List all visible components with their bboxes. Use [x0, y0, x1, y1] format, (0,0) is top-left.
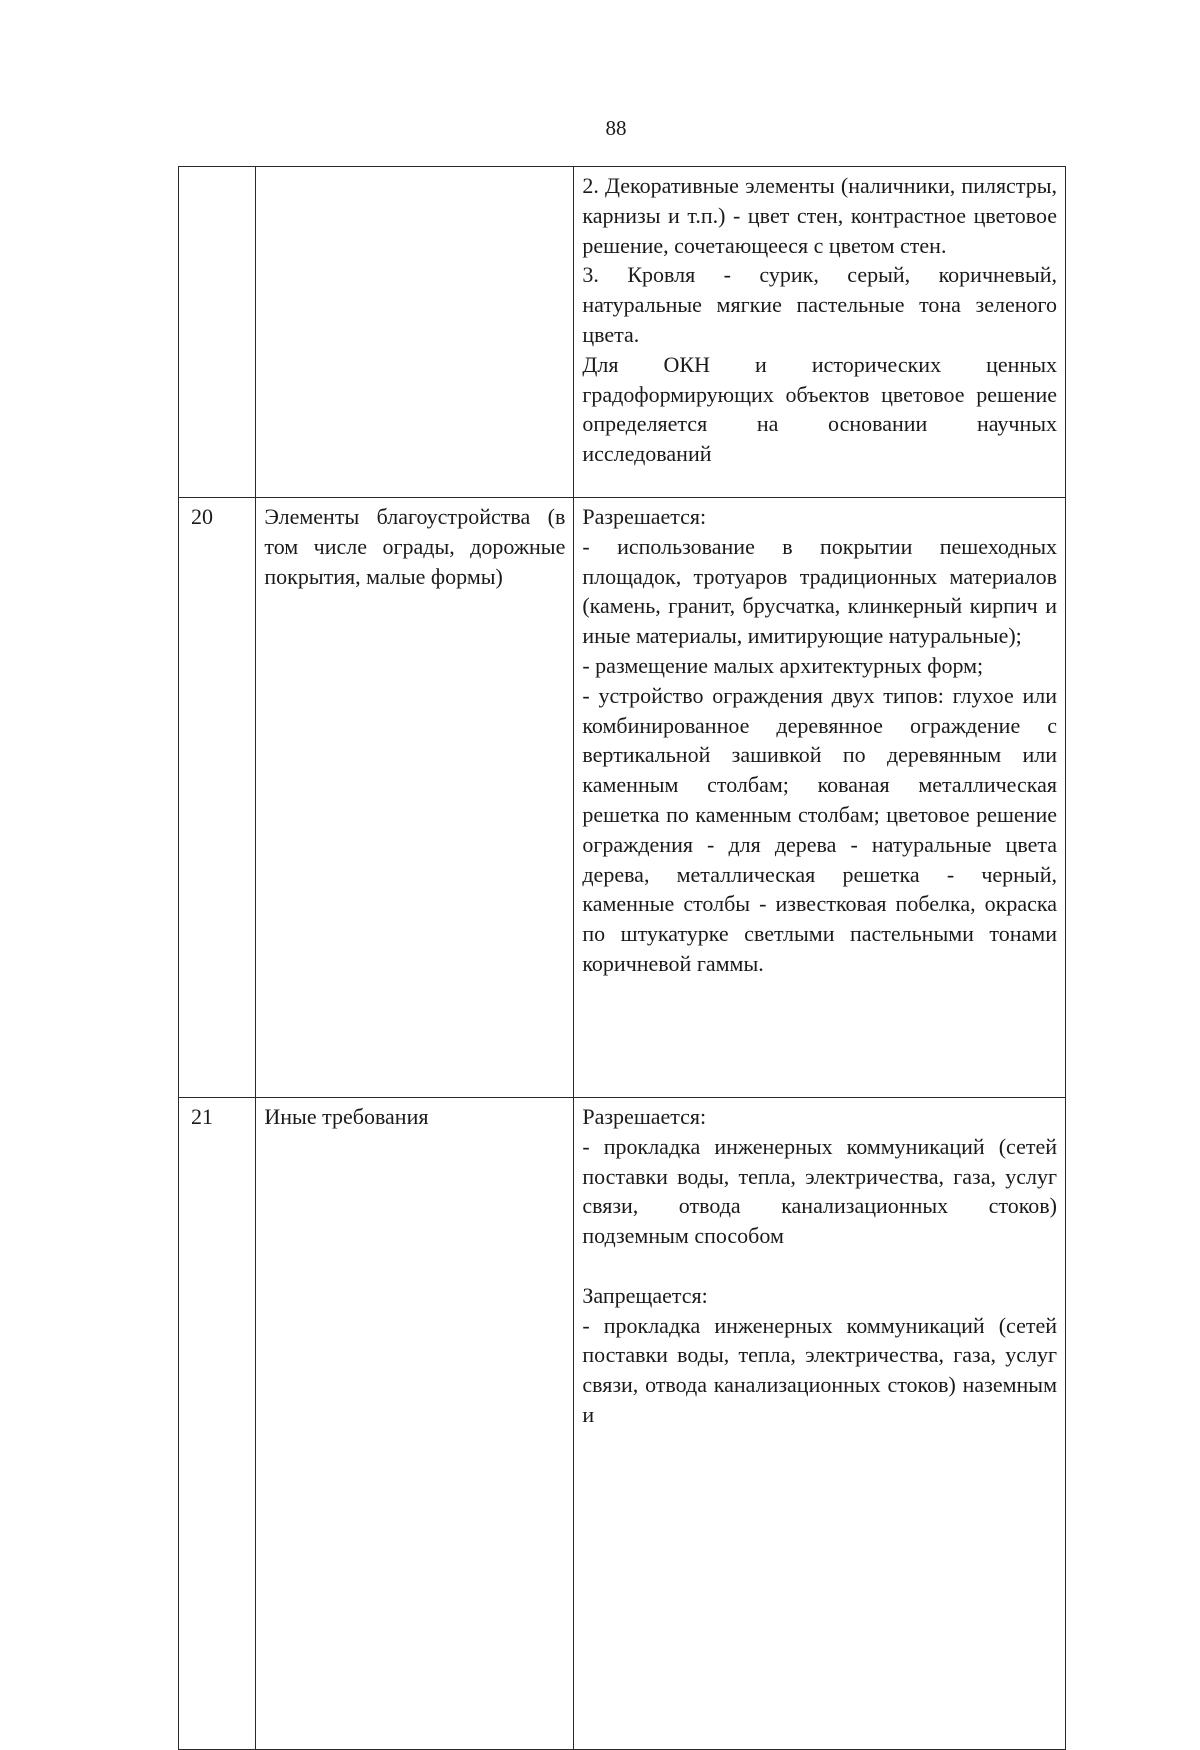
paragraph: Для ОКН и исторических ценных градоформирующих объектов цветовое решение определяется на основании научных исследований [582, 351, 1057, 467]
paragraph: 3. Кровля - сурик, серый, коричневый, натуральные мягкие пастельные тона зеленого цвета. [582, 262, 1057, 347]
row-number-cell: 20 [179, 498, 256, 1098]
row-name-text: Иные требования [264, 1104, 429, 1129]
row-requirements-cell [574, 167, 1066, 498]
requirements-table [178, 166, 1066, 1750]
row-number-cell: 21 [179, 1098, 256, 1750]
paragraph: - устройство ограждения двух типов: глухое или комбинированное деревянное ограждение с вертикальной зашивкой по деревянным или каменным столбам; кованая металлическая решетка по каменным столбам; цветовое решение ограждения - для дерева - натуральные цвета дерева, металлическая решетка - черный, каменные столбы - известковая побелка, окраска по штукатурке светлыми пастельными тонами коричневой гаммы. [582, 682, 1057, 976]
row-name-cell [256, 1098, 574, 1750]
blank-line [582, 1251, 1057, 1281]
allowed-heading: Разрешается: [582, 1104, 707, 1129]
forbidden-heading: Запрещается: [582, 1282, 708, 1308]
paragraph: - использование в покрытии пешеходных площадок, тротуаров традиционных материалов (камень, гранит, брусчатка, клинкерный кирпич и иные материалы, имитирующие натуральные); [582, 533, 1057, 649]
forbidden-text: - прокладка инженерных коммуникаций (сетей поставки воды, тепла, электричества, газа, услуг связи, отвода канализационных стоков) наземным и [582, 1312, 1057, 1427]
paragraph: - размещение малых архитектурных форм; [582, 652, 984, 678]
row-number-cell [179, 167, 256, 498]
row-requirements-cell [574, 498, 1066, 1098]
table-row [179, 498, 1066, 1098]
row-name-text: Элементы благоустройства (в том числе ограды, дорожные покрытия, малые формы) [264, 504, 566, 589]
table-row [179, 167, 1066, 498]
row-name-cell [256, 167, 574, 498]
allowed-heading: Разрешается: [582, 504, 707, 529]
page-number: 88 [605, 116, 627, 140]
row-requirements-cell [574, 1098, 1066, 1750]
paragraph: 2. Декоративные элементы (наличники, пилястры, карнизы и т.п.) - цвет стен, контрастное цветовое решение, сочетающееся с цветом стен. [582, 173, 1057, 258]
table-row [179, 1098, 1066, 1750]
row-name-cell [256, 498, 574, 1098]
allowed-text: - прокладка инженерных коммуникаций (сетей поставки воды, тепла, электричества, газа, услуг связи, отвода канализационных стоков) подземным способом [582, 1133, 1057, 1249]
